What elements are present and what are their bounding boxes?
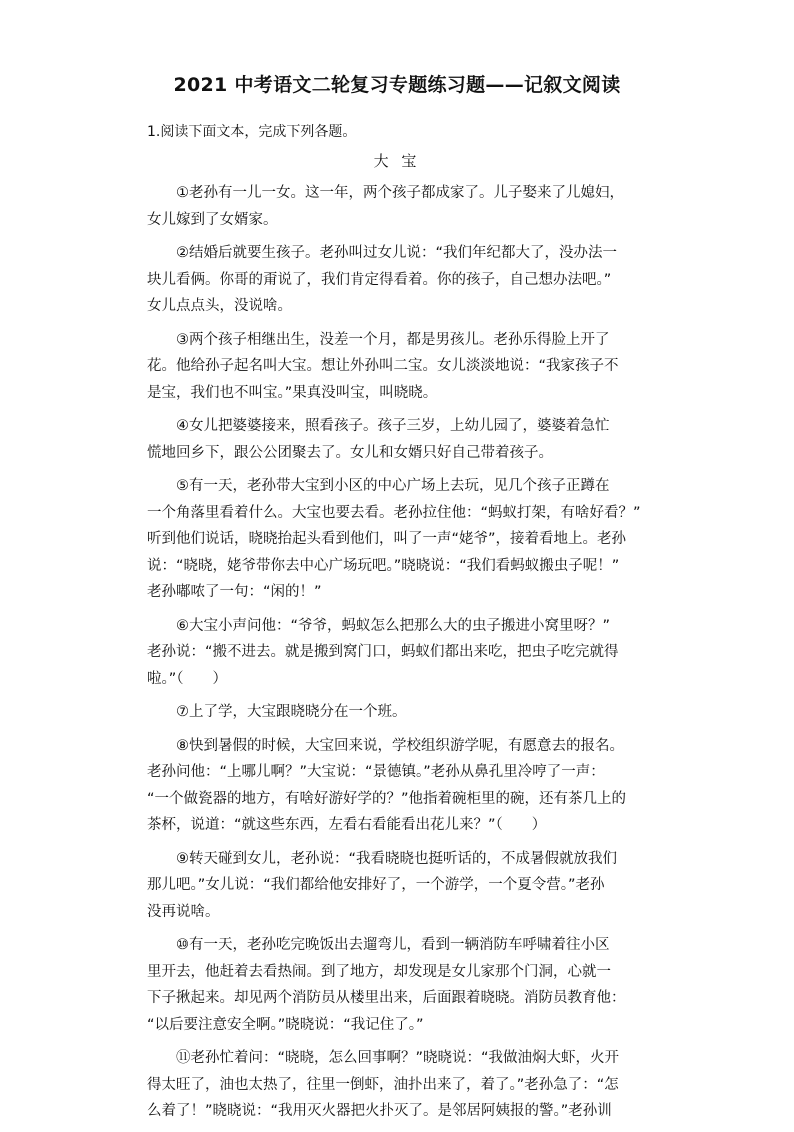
- paragraph-line: 花。他给孙子起名叫大宝。想让外孙叫二宝。女儿淡淡地说：“我家孩子不: [147, 358, 619, 374]
- paragraph-line: 老孙嘟哝了一句：“闲的！”: [147, 584, 322, 600]
- document-title: 2021 中考语文二轮复习专题练习题——记叙文阅读: [173, 74, 621, 96]
- paragraph-line: 那儿吧。”女儿说：“我们都给他安排好了，一个游学，一个夏令营。”老孙: [147, 877, 605, 893]
- paragraph-line: 啦。”（ ）: [147, 670, 228, 687]
- question-intro: 1.阅读下面文本，完成下列各题。: [147, 124, 357, 140]
- paragraph-line: ④女儿把婆婆接来，照看孩子。孩子三岁，上幼儿园了，婆婆着急忙: [176, 418, 610, 434]
- paragraph-line: ⑧快到暑假的时候，大宝回来说，学校组织游学呢，有愿意去的报名。: [176, 737, 624, 754]
- paragraph-line: ⑦上了学，大宝跟晓晓分在一个班。: [176, 704, 407, 720]
- paragraph-line: 里开去，他赶着去看热闹。到了地方，却发现是女儿家那个门洞，心就一: [147, 963, 611, 980]
- story-paragraph: [147, 846, 687, 926]
- paragraph-line: ②结婚后就要生孩子。老孙叫过女儿说：“我们年纪都大了，没办法一: [176, 245, 618, 261]
- story-body: [147, 180, 687, 1132]
- story-paragraph: [147, 613, 687, 693]
- story-paragraph: [147, 733, 687, 839]
- paragraph-line: 块儿看俩。你哥的甭说了，我们肯定得看着。你的孩子，自己想办法吧。”: [147, 271, 612, 288]
- story-paragraph: [147, 1045, 687, 1125]
- story-paragraph: [147, 413, 687, 466]
- paragraph-line: 一个角落里看着什么。大宝也要去看。老孙拉住他：“蚂蚁打架，有啥好看？”: [147, 504, 641, 521]
- paragraph-line: 女儿点点头，没说啥。: [147, 298, 292, 314]
- paragraph-line: ⑪老孙忙着问：“晓晓，怎么回事啊？”晓晓说：“我做油焖大虾，火开: [176, 1050, 620, 1066]
- paragraph-line: 说：“晓晓，姥爷带你去中心广场玩吧。”晓晓说：“我们看蚂蚁搬虫子呢！”: [147, 557, 620, 574]
- story-paragraph: [147, 327, 687, 407]
- paragraph-line: 么着了！”晓晓说：“我用灭火器把火扑灭了。是邻居阿姨报的警。”老孙训: [147, 1103, 612, 1119]
- paragraph-line: 老孙问他：“上哪儿啊？”大宝说：“景德镇。”老孙从鼻孔里冷哼了一声：: [147, 764, 605, 780]
- paragraph-line: 慌地回乡下，跟公公团聚去了。女儿和女婿只好自己带着孩子。: [147, 444, 553, 461]
- story-title: 大 宝: [373, 152, 421, 170]
- paragraph-line: 得太旺了，油也太热了，往里一倒虾，油扑出来了，着了。”老孙急了：“怎: [147, 1076, 619, 1093]
- story-paragraph: [147, 473, 687, 606]
- paragraph-line: ⑤有一天，老孙带大宝到小区的中心广场上去玩，见几个孩子正蹲在: [176, 478, 610, 494]
- paragraph-line: 没再说啥。: [147, 903, 220, 920]
- paragraph-line: 听到他们说话，晓晓抬起头看到他们，叫了一声“姥爷”，接着看地上。老孙: [147, 531, 627, 547]
- paragraph-line: 老孙说：“搬不进去。就是搬到窝门口，蚂蚁们都出来吃，把虫子吃完就得: [147, 644, 619, 660]
- paragraph-line: 女儿嫁到了女婿家。: [147, 211, 278, 228]
- story-paragraph: [147, 932, 687, 1038]
- paragraph-line: 茶杯，说道：“就这些东西，左看右看能看出花儿来？”（ ）: [147, 817, 547, 833]
- story-paragraph: [147, 180, 687, 233]
- story-paragraph: [147, 240, 687, 320]
- paragraph-line: ⑥大宝小声问他：“爷爷，蚂蚁怎么把那么大的虫子搬进小窝里呀？”: [176, 617, 611, 634]
- paragraph-line: ⑩有一天，老孙吃完晚饭出去遛弯儿，看到一辆消防车呼啸着往小区: [176, 937, 610, 953]
- paragraph-line: “一个做瓷器的地方，有啥好游好学的？”他指着碗柜里的碗，还有茶几上的: [147, 790, 627, 807]
- paragraph-line: 是宝，我们也不叫宝。”果真没叫宝，叫晓晓。: [147, 384, 438, 401]
- paragraph-line: ⑨转天碰到女儿，老孙说：“我看晓晓也挺听话的，不成暑假就放我们: [176, 850, 618, 867]
- paragraph-line: ③两个孩子相继出生，没差一个月，都是男孩儿。老孙乐得脸上开了: [176, 331, 610, 348]
- paragraph-line: “以后要注意安全啊。”晓晓说：“我记住了。”: [147, 1016, 424, 1033]
- story-paragraph: [147, 699, 687, 726]
- paragraph-line: 下子揪起来。却见两个消防员从楼里出来，后面跟着晓晓。消防员教育他：: [147, 990, 626, 1006]
- paragraph-line: ①老孙有一儿一女。这一年，两个孩子都成家了。儿子娶来了儿媳妇，: [176, 185, 624, 201]
